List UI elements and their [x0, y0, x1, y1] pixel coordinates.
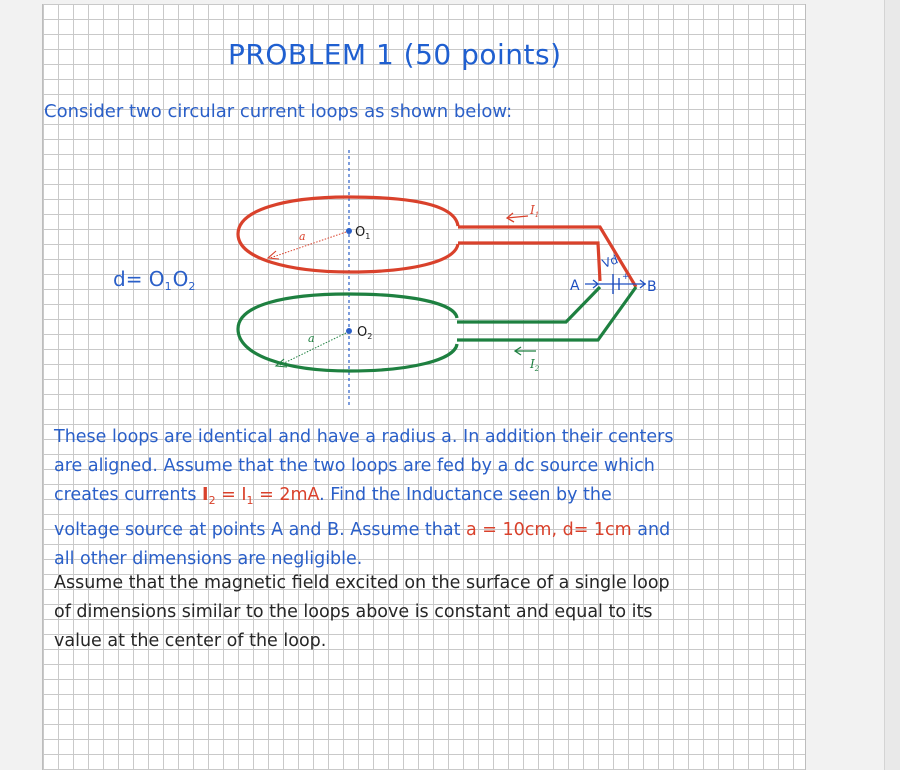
center-o1-dot	[346, 228, 352, 234]
top-loop	[238, 197, 458, 272]
bottom-loop-lead-lower	[457, 287, 636, 340]
current-arrow-i2	[515, 347, 536, 355]
problem-statement	[54, 423, 744, 574]
radius-label-bottom: a	[308, 332, 315, 345]
d-equation-label: $d= O_1O_2$	[113, 267, 196, 293]
statement-line-2: are aligned. Assume that the two loops are fed by a dc source which	[54, 456, 655, 477]
current-arrow-i1	[507, 213, 528, 222]
intro-text: Consider two circular current loops as shown below:	[44, 101, 513, 122]
terminal-a-label: A	[570, 278, 580, 294]
plus-sign-label: +	[622, 272, 630, 282]
center-o2-label: $O_2$	[357, 325, 373, 341]
radius-line-top	[270, 232, 346, 258]
assumption-line-3: value at the center of the loop.	[54, 631, 327, 652]
center-o2-dot	[346, 328, 352, 334]
assumption-statement	[54, 569, 744, 657]
source-voltage-label: Vd	[600, 252, 620, 271]
statement-line-1: These loops are identical and have a radius a. In addition their centers	[54, 427, 674, 447]
current-label-i2: $I_2$	[530, 357, 540, 373]
assumption-line-1: Assume that the magnetic field excited on the surface of a single loop	[54, 573, 670, 593]
terminal-b-label: B	[647, 279, 657, 295]
statement-line-5: all other dimensions are negligible.	[54, 548, 363, 569]
radius-label-top: a	[299, 230, 306, 243]
top-loop-lead-lower	[458, 243, 600, 281]
statement-line-4: voltage source at points A and B. Assume that a = 10cm, d= 1cm and	[54, 519, 671, 540]
assumption-line-2: of dimensions similar to the loops above is constant and equal to its	[54, 602, 653, 623]
statement-line-3: creates currents $I_2 = I_1 = 2mA$. Find the Inductance seen by the	[54, 485, 612, 508]
problem-title: PROBLEM 1 (50 points)	[228, 38, 562, 71]
current-label-i1: $I_1$	[530, 203, 540, 219]
center-o1-label: $O_1$	[355, 225, 371, 241]
